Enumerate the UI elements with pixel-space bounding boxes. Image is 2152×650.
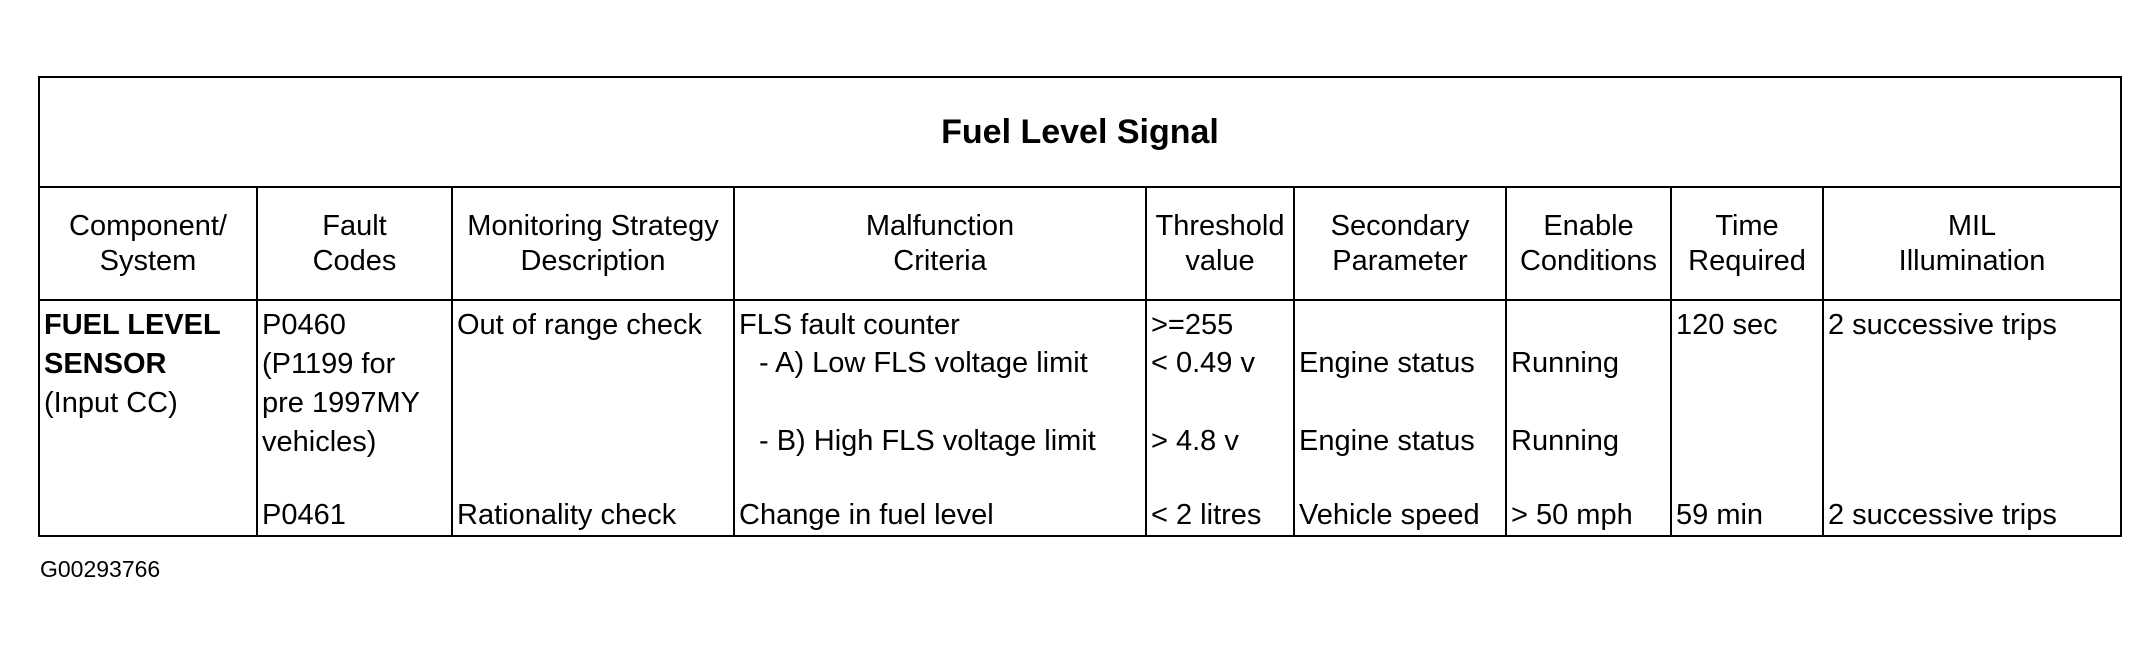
- header-malfunction-criteria: Malfunction Criteria: [865, 209, 1015, 277]
- fault-code-p0461: P0461: [262, 499, 346, 531]
- table-grid: [40, 188, 2120, 535]
- fault-code-p0460: P0460 (P1199 for pre 1997MY vehicles): [262, 309, 420, 458]
- mil-p0461: 2 successive trips: [1828, 499, 2057, 531]
- secondary-engine-status-b: Engine status: [1299, 425, 1475, 457]
- table-title: Fuel Level Signal: [941, 112, 1219, 151]
- criteria-high-voltage: - B) High FLS voltage limit: [759, 425, 1096, 457]
- criteria-fls-fault-counter: FLS fault counter: [739, 309, 960, 341]
- header-enable-conditions: Enable Conditions: [1519, 209, 1658, 277]
- time-required-p0461: 59 min: [1676, 499, 1764, 531]
- time-required-p0460: 120 sec: [1676, 309, 1778, 341]
- header-component-system: Component/ System: [69, 209, 227, 277]
- enable-running-a: Running: [1511, 347, 1620, 379]
- header-fault-codes: Fault Codes: [312, 209, 397, 277]
- header-monitoring-strategy: Monitoring Strategy Description: [467, 209, 719, 277]
- threshold-counter: >=255: [1151, 309, 1234, 341]
- criteria-low-voltage: - A) Low FLS voltage limit: [759, 347, 1088, 379]
- header-mil-illumination: MIL Illumination: [1898, 209, 2046, 277]
- secondary-engine-status-a: Engine status: [1299, 347, 1475, 379]
- header-time-required: Time Required: [1688, 209, 1806, 277]
- component-name: FUEL LEVEL SENSOR: [44, 309, 221, 380]
- fuel-level-signal-table: [38, 76, 2122, 537]
- table-title-row: [40, 78, 2120, 188]
- strategy-out-of-range: Out of range check: [457, 309, 703, 341]
- header-divider: [40, 299, 2120, 301]
- threshold-litres: < 2 litres: [1151, 499, 1262, 531]
- secondary-vehicle-speed: Vehicle speed: [1299, 499, 1480, 531]
- threshold-high-voltage: > 4.8 v: [1151, 425, 1239, 457]
- header-threshold-value: Threshold value: [1155, 209, 1285, 277]
- mil-p0460: 2 successive trips: [1828, 309, 2057, 341]
- component-input: (Input CC): [44, 387, 178, 419]
- threshold-low-voltage: < 0.49 v: [1151, 347, 1255, 379]
- enable-running-b: Running: [1511, 425, 1620, 457]
- strategy-rationality: Rationality check: [457, 499, 677, 531]
- enable-speed: > 50 mph: [1511, 499, 1633, 531]
- criteria-fuel-level-change: Change in fuel level: [739, 499, 994, 531]
- figure-id: G00293766: [40, 556, 161, 582]
- header-secondary-parameter: Secondary Parameter: [1330, 209, 1470, 277]
